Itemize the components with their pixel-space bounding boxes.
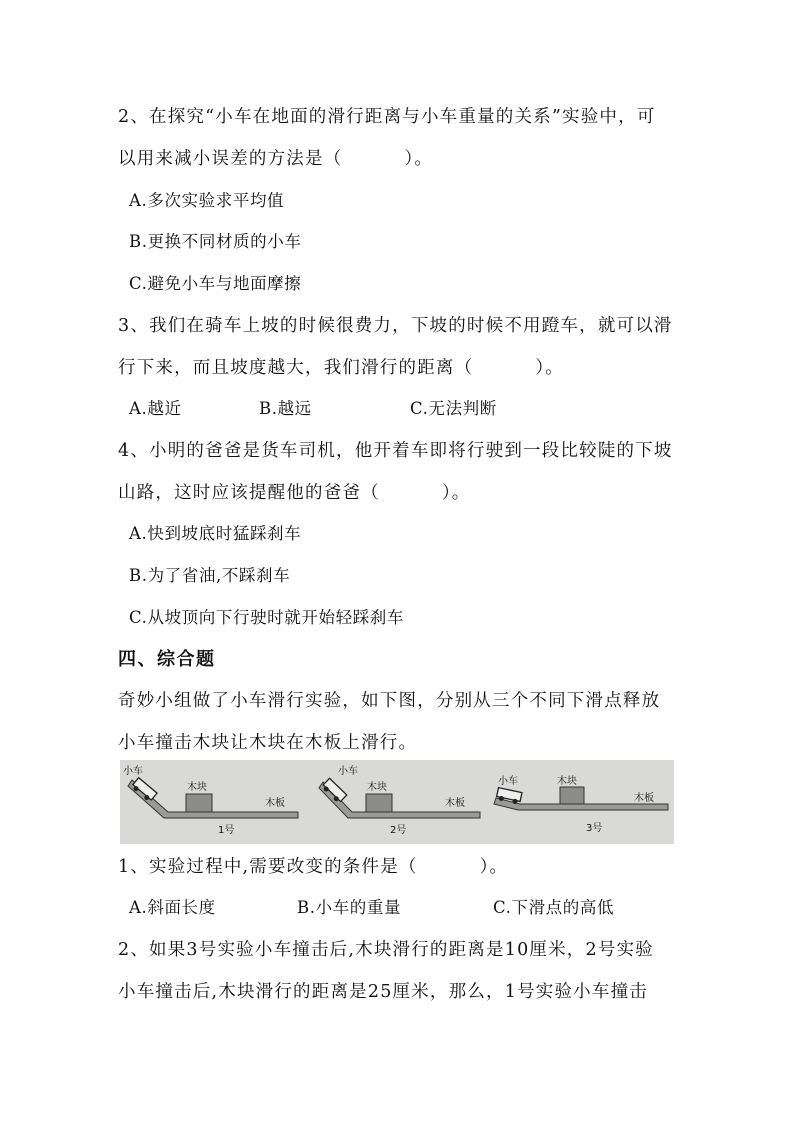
q2-option-a: A.多次实验求平均值: [129, 191, 285, 210]
car-label: 小车: [338, 766, 358, 777]
q3-option-a: A.越近: [129, 399, 182, 418]
q3-line-1: 3、我们在骑车上坡的时候很费力，下坡的时候不用蹬车，就可以滑: [118, 316, 673, 336]
block-icon: [366, 794, 392, 812]
c1-option-c: C.下滑点的高低: [493, 898, 615, 917]
q4-option-c: C.从坡顶向下行驶时就开始轻踩刹车: [129, 608, 404, 627]
c1-line-1: [118, 855, 508, 879]
car-label: 小车: [498, 776, 518, 787]
block-label: 木块: [367, 782, 387, 793]
experiment-figure: [120, 760, 674, 844]
q2-line-2-text: 以用来减小误差的方法是（: [118, 149, 343, 169]
c2-line-1: 2、如果3号实验小车撞击后,木块滑行的距离是10厘米，2号实验: [118, 940, 654, 960]
board-label: 木板: [265, 798, 285, 809]
block-icon: [560, 787, 584, 804]
c1-line-1-end: ）。: [479, 857, 509, 877]
q2-line-2: [118, 147, 433, 171]
c1-line-1-text: 1、实验过程中,需要改变的条件是（: [118, 857, 418, 877]
panel-label-2: 2号: [390, 825, 407, 836]
block-label: 木块: [557, 776, 577, 787]
panel-label-1: 1号: [218, 825, 235, 836]
section-intro-1: 奇妙小组做了小车滑行实验，如下图，分别从三个不同下滑点释放: [118, 691, 661, 711]
c1-option-a: A.斜面长度: [129, 898, 216, 917]
block-icon: [186, 794, 212, 812]
q4-line-1: 4、小明的爸爸是货车司机，他开着车即将行驶到一段比较陡的下坡: [118, 441, 673, 461]
block-label: 木块: [187, 782, 207, 793]
q4-option-b: B.为了省油,不踩刹车: [129, 566, 291, 585]
c1-option-b: B.小车的重量: [297, 898, 402, 917]
q4-line-2-text: 山路，这时应该提醒他的爸爸（: [118, 483, 380, 503]
board-label: 木板: [445, 798, 465, 809]
q4-option-a: A.快到坡底时猛踩刹车: [129, 524, 302, 543]
section-title: 四、综合题: [118, 649, 216, 670]
board-label: 木板: [634, 793, 654, 804]
c2-line-2: 小车撞击后,木块滑行的距离是25厘米，那么，1号实验小车撞击: [118, 982, 648, 1002]
section-intro-2: 小车撞击木块让木块在木板上滑行。: [118, 733, 418, 753]
q3-option-c: C.无法判断: [410, 399, 497, 418]
q3-option-b: B.越远: [259, 399, 312, 418]
q2-option-c: C.避免小车与地面摩擦: [129, 274, 302, 293]
q3-line-2-end: ）。: [535, 358, 564, 378]
q3-line-2-text: 行下来，而且坡度越大，我们滑行的距离（: [118, 358, 474, 378]
panel-label-3: 3号: [586, 823, 603, 834]
q2-option-b: B.更换不同材质的小车: [129, 232, 302, 251]
q3-line-2: [118, 356, 564, 380]
q2-line-2-end: ）。: [404, 149, 434, 169]
q4-line-2-end: ）。: [441, 483, 471, 503]
q4-line-2: [118, 481, 470, 505]
q2-line-1: 2、在探究“小车在地面的滑行距离与小车重量的关系”实验中，可: [118, 107, 656, 127]
car-label: 小车: [123, 766, 143, 777]
